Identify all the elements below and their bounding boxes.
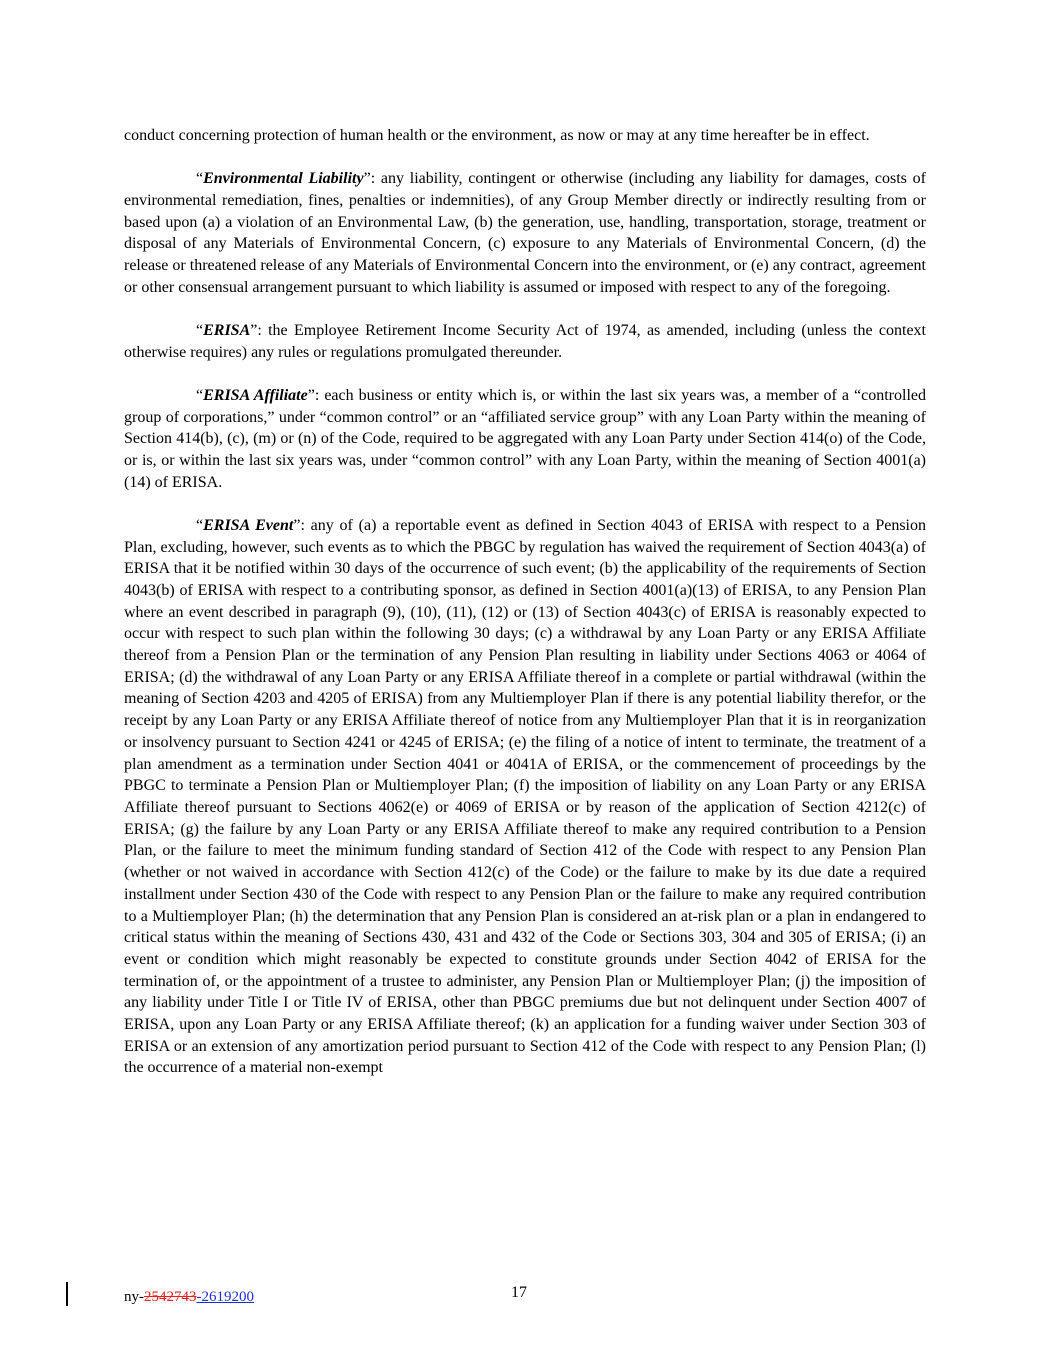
definition-erisa bbox=[124, 320, 926, 363]
defined-term: ERISA bbox=[203, 321, 251, 339]
defined-term: Environmental Liability bbox=[203, 170, 364, 188]
open-quote: “ bbox=[196, 321, 204, 339]
definition-text: : each business or entity which is, or within the last six years was, a member of a “controlled group of corporations,” under “common control” or an “affiliated service group” with any Loan Party within the meaning of Section 414(b), (c), (m) or (n) of the Code, required to be aggregated with any Loan Party under Section 414(o) of the Code, or is, or within the last six years was, under “common control” with any Loan Party, within the meaning of Section 4001(a)(14) of ERISA. bbox=[124, 386, 927, 491]
definition-erisa-affiliate bbox=[124, 385, 926, 494]
deleted-doc-number: 2542743 bbox=[144, 1289, 197, 1305]
page-number: 17 bbox=[511, 1284, 527, 1301]
close-quote: ” bbox=[307, 386, 315, 404]
close-quote: ” bbox=[363, 170, 371, 188]
open-quote: “ bbox=[196, 170, 204, 188]
close-quote: ” bbox=[293, 516, 301, 534]
definition-text: : any of (a) a reportable event as defined in Section 4043 of ERISA with respect to a Pension Plan, excluding, however, such events as to which the PBGC by regulation has waived the requirement of Section 4043(a) of ERISA that it be notified within 30 days of the occurrence of such event; (b) the applicability of the requirements of Section 4043(b) of ERISA with respect to a contributing sponsor, as defined in Section 4001(a)(13) of ERISA, to any Pension Plan where an event described in paragraph (9), (10), (11), (12) or (13) of Section 4043(c) of ERISA is reasonably expected to occur with respect to such plan within the following 30 days; (c) a withdrawal by any Loan Party or any ERISA Affiliate thereof from a Pension Plan or the termination of any Pension Plan resulting in liability under Sections 4063 or 4064 of ERISA; (d) the withdrawal of any Loan Party or any ERISA Affiliate thereof in a complete or partial withdrawal (within the meaning of Section 4203 and 4205 of ERISA) from any Multiemployer Plan if there is any potential liability therefor, or the receipt by any Loan Party or any ERISA Affiliate thereof of notice from any Multiemployer Plan that it is in reorganization or insolvency pursuant to Section 4241 or 4245 of ERISA; (e) the filing of a notice of intent to terminate, the treatment of a plan amendment as a termination under Section 4041 or 4041A of ERISA, or the commencement of proceedings by the PBGC to terminate a Pension Plan or Multiemployer Plan; (f) the imposition of liability on any Loan Party or any ERISA Affiliate thereof pursuant to Sections 4062(e) or 4069 of ERISA or by reason of the application of Section 4212(c) of ERISA; (g) the failure by any Loan Party or any ERISA Affiliate thereof to make any required contribution to a Pension Plan, or the failure to meet the minimum funding standard of Section 412 of the Code with respect to any Pension Plan (whether or not waived in accordance with Section 412(c) of the Code) or the failure to make by its due date a required installment under Section 430 of the Code with respect to any Pension Plan or the failure to make any required contribution to a Multiemployer Plan; (h) the determination that any Pension Plan is considered an at-risk plan or a plan in endangered to critical status within the meaning of Sections 430, 431 and 432 of the Code or Sections 303, 304 and 305 of ERISA; (i) an event or condition which might reasonably be expected to constitute grounds under Section 4042 of ERISA for the termination of, or the appointment of a trustee to administer, any Pension Plan or Multiemployer Plan; (j) the imposition of any liability under Title I or Title IV of ERISA, other than PBGC premiums due but not delinquent under Section 4007 of ERISA, upon any Loan Party or any ERISA Affiliate thereof; (k) an application for a funding waiver under Section 303 of ERISA or an extension of any amortization period pursuant to Section 412 of the Code with respect to any Pension Plan; (l) the occurrence of a material non-exempt bbox=[124, 516, 926, 1077]
definition-text: : any liability, contingent or otherwise (including any liability for damages, costs of environmental remediation, fines, penalties or indemnities), of any Group Member directly or indirectly resulting from or based upon (a) a violation of an Environmental Law, (b) the generation, use, handling, transportation, storage, treatment or disposal of any Materials of Environmental Concern, (c) exposure to any Materials of Environmental Concern, (d) the release or threatened release of any Materials of Environmental Concern into the environment, or (e) any contract, agreement or other consensual arrangement pursuant to which liability is assumed or imposed with respect to any of the foregoing. bbox=[124, 170, 927, 296]
definition-text: : the Employee Retirement Income Security Act of 1974, as amended, including (unless the context otherwise requires) any rules or regulations promulgated thereunder. bbox=[124, 321, 926, 361]
definition-environmental-liability bbox=[124, 168, 926, 298]
document-id bbox=[124, 1288, 254, 1306]
open-quote: “ bbox=[196, 386, 204, 404]
defined-term: ERISA Affiliate bbox=[203, 386, 308, 404]
doc-prefix: ny- bbox=[124, 1289, 144, 1305]
defined-term: ERISA Event bbox=[203, 516, 294, 534]
paragraph-text: conduct concerning protection of human health or the environment, as now or may at any time hereafter be in effect. bbox=[124, 127, 870, 144]
definition-erisa-event bbox=[124, 515, 926, 1079]
document-body bbox=[124, 125, 926, 1101]
paragraph-continuation bbox=[124, 125, 926, 147]
inserted-doc-number: -2619200 bbox=[196, 1289, 254, 1305]
change-bar bbox=[66, 1282, 68, 1306]
open-quote: “ bbox=[196, 516, 204, 534]
close-quote: ” bbox=[250, 321, 258, 339]
